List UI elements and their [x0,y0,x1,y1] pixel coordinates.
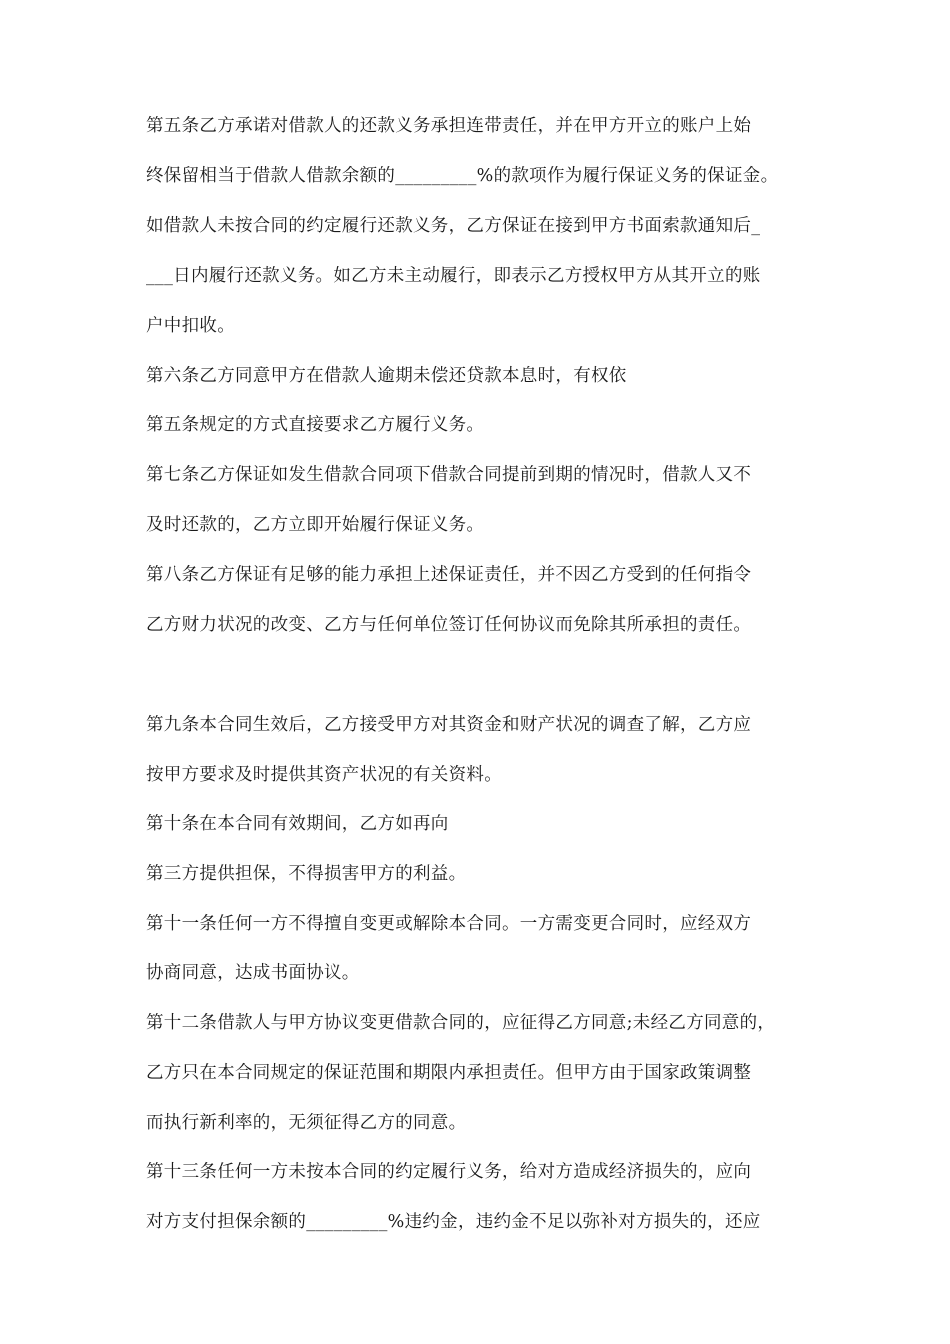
text-line: 第八条乙方保证有足够的能力承担上述保证责任，并不因乙方受到的任何指令 [146,565,752,585]
text-line: 第六条乙方同意甲方在借款人逾期未偿还贷款本息时，有权依 [146,366,627,386]
text-line: 乙方财力状况的改变、乙方与任何单位签订任何协议而免除其所承担的责任。 [146,615,752,635]
text-line: 第九条本合同生效后，乙方接受甲方对其资金和财产状况的调查了解，乙方应 [146,715,752,735]
text-line: 按甲方要求及时提供其资产状况的有关资料。 [146,765,502,785]
text-line: ___日内履行还款义务。如乙方未主动履行，即表示乙方授权甲方从其开立的账 [146,266,761,286]
text-line: 第十三条任何一方未按本合同的约定履行义务，给对方造成经济损失的，应向 [146,1162,752,1182]
text-line: 第十条在本合同有效期间，乙方如再向 [146,814,449,834]
text-line: 对方支付担保余额的_________%违约金，违约金不足以弥补对方损失的，还应 [146,1212,761,1232]
text-line: 第七条乙方保证如发生借款合同项下借款合同提前到期的情况时，借款人又不 [146,465,752,485]
text-line: 乙方只在本合同规定的保证范围和期限内承担责任。但甲方由于国家政策调整 [146,1063,752,1083]
text-line: 第十一条任何一方不得擅自变更或解除本合同。一方需变更合同时，应经双方 [146,914,752,934]
text-line: 户中扣收。 [146,316,235,336]
text-line: 终保留相当于借款人借款余额的_________%的款项作为履行保证义务的保证金。 [146,166,779,186]
text-line: 如借款人未按合同的约定履行还款义务，乙方保证在接到甲方书面索款通知后_ [146,216,761,236]
text-line: 及时还款的，乙方立即开始履行保证义务。 [146,515,485,535]
text-line: 第五条规定的方式直接要求乙方履行义务。 [146,415,485,435]
text-line: 第十二条借款人与甲方协议变更借款合同的，应征得乙方同意;未经乙方同意的， [146,1013,776,1033]
text-line: 第三方提供担保，不得损害甲方的利益。 [146,864,467,884]
text-line: 协商同意，达成书面协议。 [146,963,360,983]
text-line: 而执行新利率的，无须征得乙方的同意。 [146,1113,467,1133]
text-line: 第五条乙方承诺对借款人的还款义务承担连带责任，并在甲方开立的账户上始 [146,116,752,136]
